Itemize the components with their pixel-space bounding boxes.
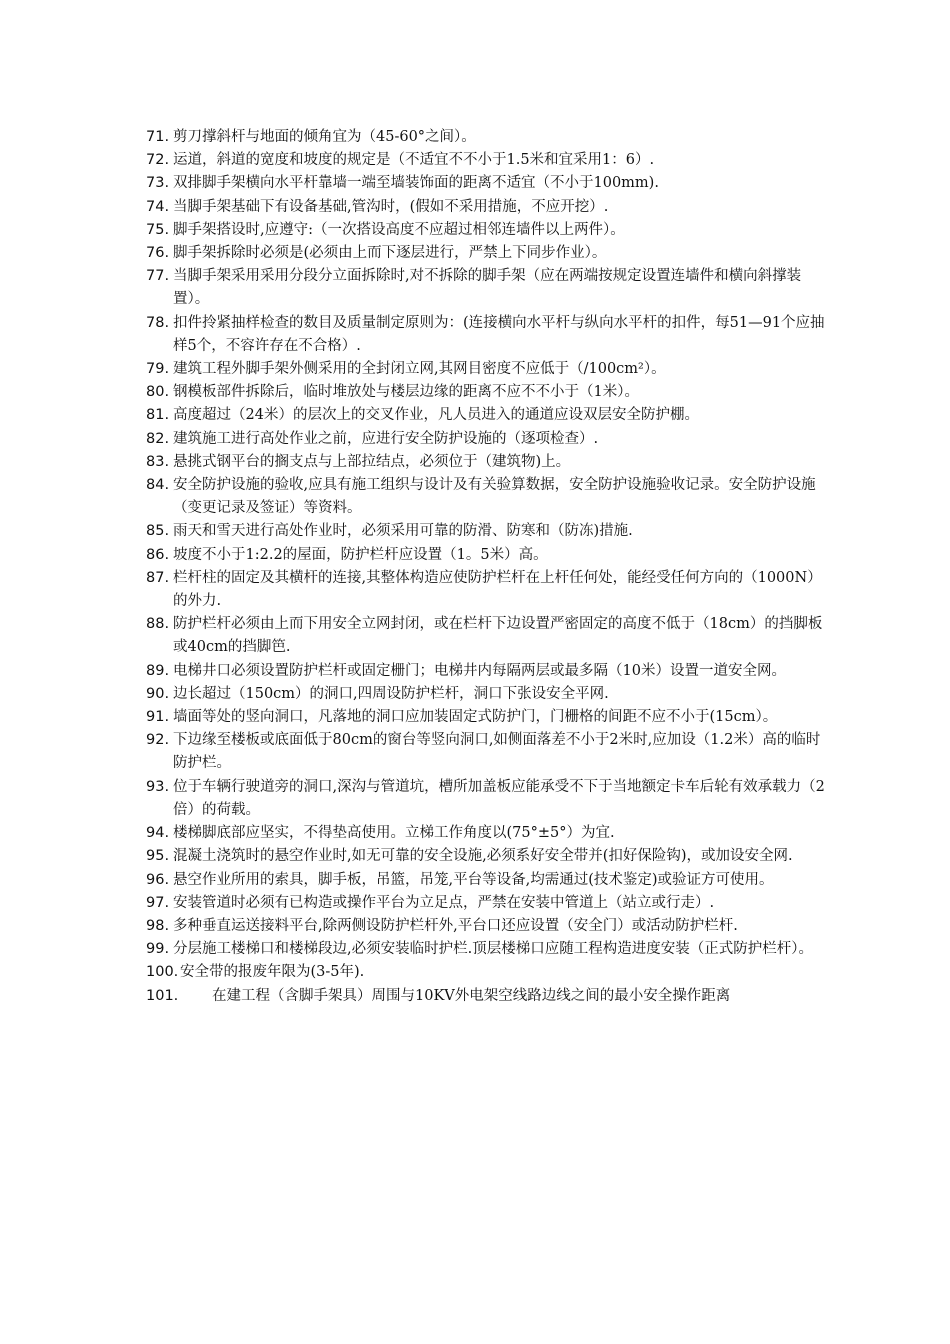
- item-text: 混凝土浇筑时的悬空作业时,如无可靠的安全设施,必须系好安全带并(扣好保险钩)，或加设安全网.: [173, 848, 793, 865]
- item-number: 82.: [146, 430, 170, 447]
- question-list: [146, 126, 826, 1008]
- list-item: [146, 985, 826, 1008]
- item-text: 墙面等处的竖向洞口，凡落地的洞口应加装固定式防护门，门栅格的间距不应不小于(15cm）。: [173, 709, 778, 726]
- item-number: 74.: [146, 198, 170, 215]
- item-number: 96.: [146, 871, 170, 888]
- list-item: [146, 172, 826, 195]
- item-number: 76.: [146, 245, 170, 262]
- list-item: [146, 961, 826, 984]
- item-number: 100.: [146, 964, 179, 981]
- item-number: 89.: [146, 662, 170, 679]
- list-item: [146, 567, 826, 613]
- item-text: 楼梯脚底部应坚实，不得垫高使用。立梯工作角度以(75°±5°）为宜.: [173, 825, 615, 842]
- item-text: 多种垂直运送接料平台,除两侧设防护栏杆外,平台口还应设置（安全门）或活动防护栏杆.: [173, 917, 738, 934]
- list-item: [146, 869, 826, 892]
- item-number: 72.: [146, 152, 170, 169]
- list-item: [146, 660, 826, 683]
- list-item: [146, 219, 826, 242]
- item-number: 98.: [146, 917, 170, 934]
- item-text: 双排脚手架横向水平杆靠墙一端至墙装饰面的距离不适宜（不小于100mm).: [173, 175, 659, 192]
- list-item: [146, 196, 826, 219]
- item-number: 91.: [146, 709, 170, 726]
- item-text: 悬挑式钢平台的搁支点与上部拉结点，必须位于（建筑物)上。: [173, 453, 571, 470]
- list-item: [146, 845, 826, 868]
- item-number: 84.: [146, 477, 170, 494]
- item-text: 当脚手架基础下有设备基础,管沟时，(假如不采用措施，不应开挖）.: [173, 198, 609, 215]
- list-item: [146, 126, 826, 149]
- item-number: 75.: [146, 221, 170, 238]
- item-text: 当脚手架采用采用分段分立面拆除时,对不拆除的脚手架（应在两端按规定设置连墙件和横向斜撑装置）。: [173, 268, 802, 308]
- item-text: 高度超过（24米）的层次上的交叉作业，凡人员进入的通道应设双层安全防护棚。: [173, 407, 699, 424]
- item-number: 71.: [146, 129, 170, 145]
- item-number: 88.: [146, 616, 170, 633]
- list-item: [146, 312, 826, 358]
- item-text: 运道，斜道的宽度和坡度的规定是（不适宜不不小于1.5米和宜采用1：6）.: [173, 152, 655, 169]
- list-item: [146, 474, 826, 520]
- item-text: 安全带的报废年限为(3-5年).: [180, 964, 365, 981]
- item-number: 97.: [146, 894, 170, 911]
- item-text: 栏杆柱的固定及其横杆的连接,其整体构造应使防护栏杆在上杆任何处，能经受任何方向的（1000N）的外力.: [173, 569, 822, 610]
- list-item: [146, 613, 826, 659]
- list-item: [146, 706, 826, 729]
- item-number: 86.: [146, 546, 170, 563]
- list-item: [146, 265, 826, 311]
- item-text: 位于车辆行驶道旁的洞口,深沟与管道坑，槽所加盖板应能承受不下于当地额定卡车后轮有效承载力（2倍）的荷载。: [173, 778, 825, 818]
- item-number: 80.: [146, 384, 170, 401]
- item-text: 脚手架拆除时必须是(必须由上而下逐层进行，严禁上下同步作业）。: [173, 245, 607, 262]
- list-item: [146, 451, 826, 474]
- item-number: 101.: [146, 987, 179, 1004]
- item-number: 73.: [146, 175, 170, 192]
- item-text: 钢模板部件拆除后，临时堆放处与楼层边缘的距离不应不不小于（1米）。: [173, 384, 639, 401]
- list-item: [146, 822, 826, 845]
- item-number: 99.: [146, 941, 170, 958]
- item-text: 防护栏杆必须由上而下用安全立网封闭，或在栏杆下边设置严密固定的高度不低于（18cm）的挡脚板或40cm的挡脚笆.: [173, 616, 823, 656]
- item-number: 81.: [146, 407, 170, 424]
- list-item: [146, 520, 826, 543]
- list-item: [146, 544, 826, 567]
- list-item: [146, 938, 826, 961]
- item-number: 95.: [146, 848, 170, 865]
- item-number: 78.: [146, 314, 170, 331]
- list-item: [146, 428, 826, 451]
- item-text: 坡度不小于1:2.2的屋面，防护栏杆应设置（1。5米）高。: [173, 546, 548, 563]
- item-text: 电梯井口必须设置防护栏杆或固定栅门；电梯井内每隔两层或最多隔（10米）设置一道安全网。: [173, 662, 786, 679]
- item-text: 建筑施工进行高处作业之前，应进行安全防护设施的（逐项检查）.: [173, 430, 599, 447]
- list-item: [146, 381, 826, 404]
- item-text: 悬空作业所用的索具，脚手板，吊篮，吊笼,平台等设备,均需通过(技术鉴定)或验证方可使用。: [173, 871, 774, 888]
- item-text: 安装管道时必须有已构造或操作平台为立足点，严禁在安装中管道上（站立或行走）.: [173, 894, 715, 911]
- list-item: [146, 892, 826, 915]
- item-number: 77.: [146, 268, 170, 285]
- item-text: 剪刀撑斜杆与地面的倾角宜为（45-60°之间）。: [173, 129, 476, 145]
- item-number: 79.: [146, 361, 170, 378]
- item-text: 脚手架搭设时,应遵守:（一次搭设高度不应超过相邻连墙件以上两件）。: [173, 221, 625, 238]
- list-item: [146, 404, 826, 427]
- list-item: [146, 915, 826, 938]
- item-text: 下边缘至楼板或底面低于80cm的窗台等竖向洞口,如侧面落差不小于2米时,应加设（1.2米）高的临时防护栏。: [173, 732, 821, 772]
- list-item: [146, 776, 826, 822]
- item-number: 87.: [146, 569, 170, 586]
- item-number: 92.: [146, 732, 170, 749]
- item-number: 85.: [146, 523, 170, 540]
- item-number: 90.: [146, 685, 170, 702]
- item-text: 扣件拎紧抽样检查的数目及质量制定原则为：(连接横向水平杆与纵向水平杆的扣件，每51—91个应抽样5个，不容许存在不合格）.: [173, 314, 825, 354]
- list-item: [146, 358, 826, 381]
- item-text: 分层施工楼梯口和楼梯段边,必须安装临时护栏.顶层楼梯口应随工程构造进度安装（正式防护栏杆）。: [173, 941, 813, 958]
- list-item: [146, 729, 826, 775]
- list-item: [146, 149, 826, 172]
- item-text: 边长超过（150cm）的洞口,四周设防护栏杆，洞口下张设安全平网.: [173, 685, 609, 702]
- item-text: 在建工程（含脚手架具）周围与10KV外电架空线路边线之间的最小安全操作距离: [212, 987, 731, 1004]
- item-text: 建筑工程外脚手架外侧采用的全封闭立网,其网目密度不应低于（/100cm²）。: [173, 361, 666, 378]
- list-item: [146, 683, 826, 706]
- item-text: 安全防护设施的验收,应具有施工组织与设计及有关验算数据，安全防护设施验收记录。安全防护设施（变更记录及签证）等资料。: [173, 477, 816, 517]
- item-number: 93.: [146, 778, 170, 795]
- item-text: 雨天和雪天进行高处作业时，必须采用可靠的防滑、防寒和（防冻)措施.: [173, 523, 633, 540]
- list-item: [146, 242, 826, 265]
- item-number: 83.: [146, 453, 170, 470]
- item-number: 94.: [146, 825, 170, 842]
